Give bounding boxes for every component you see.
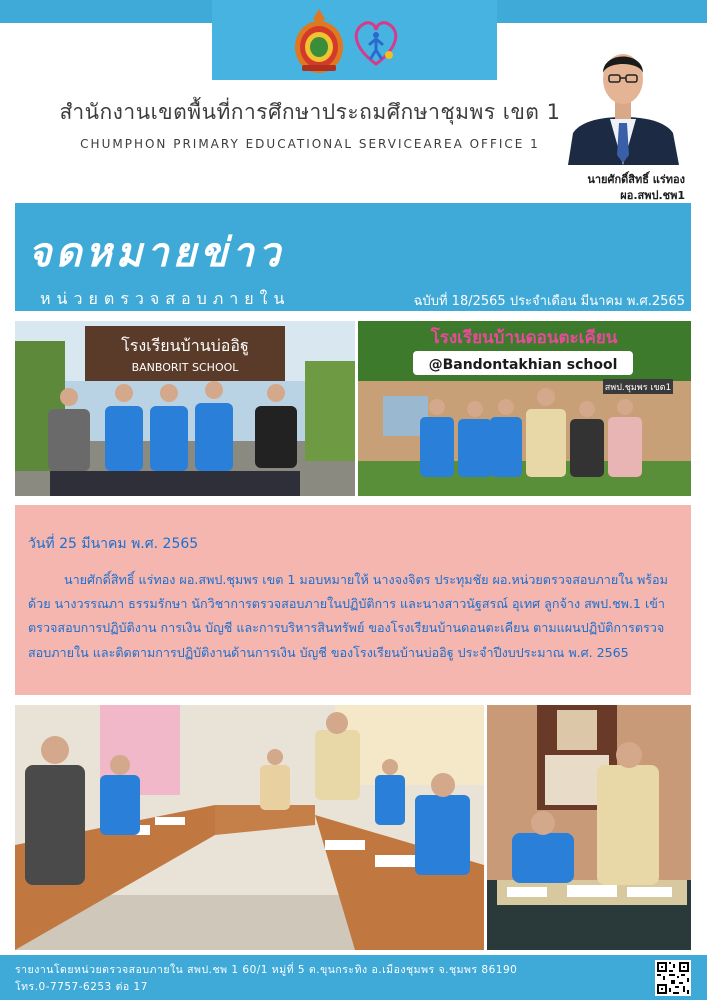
footer-address: รายงานโดยหน่วยตรวจสอบภายใน สพป.ชพ 1 60/1 หมู่ที่ 5 ต.ขุนกระทิง อ.เมืองชุมพร จ.ชุมพร 86190 [15,964,518,976]
heart-logo-icon [350,18,402,68]
org-name-thai: สำนักงานเขตพื้นที่การศึกษาประถมศึกษาชุมพร เขต 1 [59,100,561,124]
top-band-left [0,0,212,23]
newsletter-unit: หน่วยตรวจสอบภายใน [40,289,291,308]
article-body: นายศักดิ์สิทธิ์ แร่ทอง ผอ.สพป.ชุมพร เขต 1 มอบหมายให้ นางจงจิตร ประทุมชัย ผอ.หน่วยตรวจสอบภายใน พร้อมด้วย นางวรรณภา ธรรมรักษา นักวิชาการตรวจสอบภายในปฏิบัติการ และนางสาวนัฐสรณ์ อุเทศ ลูกจ้าง สพป.ชพ.1 เข้าตรวจสอบการปฏิบัติงาน การเงิน บัญชี และการบริหารสินทรัพย์ ของโรงเรียนบ้านดอนตะเคียน ตามแผนปฏิบัติการตรวจสอบภายใน และติดตามการปฏิบัติงานด้านการเงิน บัญชี ของโรงเรียนบ้านบ่ออิฐู ประจำปีงบประมาณ พ.ศ. 2565 [28,572,668,660]
top-band-right [497,0,707,23]
sign-left-text: โรงเรียนบ้านบ่ออิฐู [121,336,249,355]
director-portrait [563,37,684,165]
sign-right-text-en: @Bandontakhian school [428,357,618,373]
photo-audit-meeting [15,705,484,950]
issue-line: ฉบับที่ 18/2565 ประจำเดือน มีนาคม พ.ศ.2565 [413,294,685,309]
obec-seal-icon [292,7,346,75]
photo-audit-office [487,705,691,950]
sign-left-text-en: BANBORIT SCHOOL [131,361,239,374]
newsletter-title: จดหมายข่าว [28,230,285,276]
article-date: วันที่ 25 มีนาคม พ.ศ. 2565 [28,536,199,552]
sign-right-text: โรงเรียนบ้านดอนตะเคียน [430,328,618,348]
sign-right-badge: สพป.ชุมพร เขต1 [604,383,672,393]
photo-bandontakhian-school [358,321,691,496]
qr-code-icon[interactable] [655,960,691,996]
photo-banborit-school [15,321,355,496]
org-name-english: CHUMPHON PRIMARY EDUCATIONAL SERVICEAREA OFFICE 1 [80,137,540,151]
director-name: นายศักดิ์สิทธิ์ แร่ทอง [587,173,685,186]
director-title: ผอ.สพป.ชพ1 [620,189,685,202]
footer-phone: โทร.0-7757-6253 ต่อ 17 [15,981,148,993]
